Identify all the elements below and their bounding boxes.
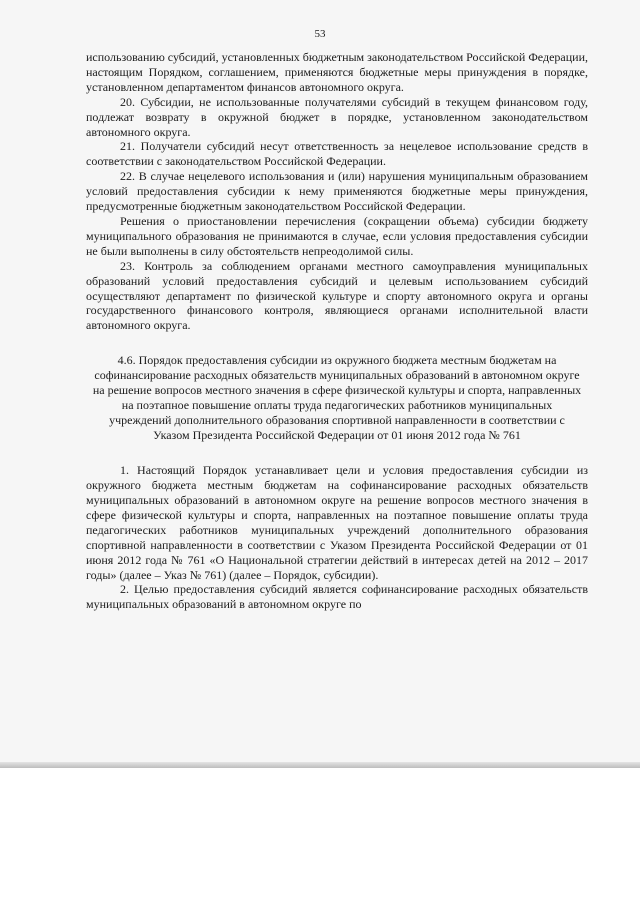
- paragraph-continuation: использованию субсидий, установленных бюджетным законодательством Российской Федерации, настоящим Порядком, соглашением, применяются бюджетные меры принуждения в порядке, установленном департаментом финансов автономного округа.: [86, 50, 588, 94]
- page-number: 53: [314, 28, 326, 40]
- scan-bottom-edge: [0, 762, 640, 768]
- paragraph-22: 22. В случае нецелевого использования и (или) нарушения муниципальным образованием условий предоставления субсидии к нему применяются бюджетные меры принуждения, предусмотренные бюджетным законодательством Российской Федерации.: [86, 169, 588, 214]
- paragraph-23: 23. Контроль за соблюдением органами местного самоуправления муниципальных образований условий предоставления субсидий и целевым использованием субсидий осуществляют департамент по физической культуре и спорту автономного округа и органы государственного финансового контроля, являющиеся органами исполнительной власти автономного округа.: [86, 258, 588, 333]
- section-paragraph-1: 1. Настоящий Порядок устанавливает цели и условия предоставления субсидии из окружного бюджета местным бюджетам на софинансирование расходных обязательств муниципальных образований в автономном округе на решение вопросов местного значения в сфере физической культуры и спорта, направленных на поэтапное повышение оплаты труда педагогических работников муниципальных учреждений дополнительного образования спортивной направленности в соответствии с Указом Президента Российской Федерации от 01 июня 2012 года № 761 «О Национальной стратегии действий в интересах детей на 2012 – 2017 годы» (далее – Указ № 761) (далее – Порядок, субсидии).: [86, 463, 588, 582]
- section-heading: 4.6. Порядок предоставления субсидии из окружного бюджета местным бюджетам на софинансирование расходных обязательств муниципальных образований в автономном округе на решение вопросов местного значения в сфере физической культуры и спорта, направленных на поэтапное повышение оплаты труда педагогических работников муниципальных учреждений дополнительного образования спортивной направленности в соответствии с Указом Президента Российской Федерации от 01 июня 2012 года № 761: [92, 353, 582, 443]
- paragraph-20: 20. Субсидии, не использованные получателями субсидий в текущем финансовом году, подлежат возврату в окружной бюджет в порядке, установленном законодательством автономного округа.: [86, 94, 588, 139]
- document-body: [86, 50, 588, 612]
- paragraph-21: 21. Получатели субсидий несут ответственность за нецелевое использование средств в соответствии с законодательством Российской Федерации.: [86, 139, 588, 169]
- paragraph-22-decision: Решения о приостановлении перечисления (сокращении объема) субсидии бюджету муниципального образования не принимаются в случае, если условия предоставления субсидии не были выполнены в силу обстоятельств непреодолимой силы.: [86, 213, 588, 258]
- section-paragraph-2: 2. Целью предоставления субсидий является софинансирование расходных обязательств муниципальных образований в автономном округе по: [86, 582, 588, 612]
